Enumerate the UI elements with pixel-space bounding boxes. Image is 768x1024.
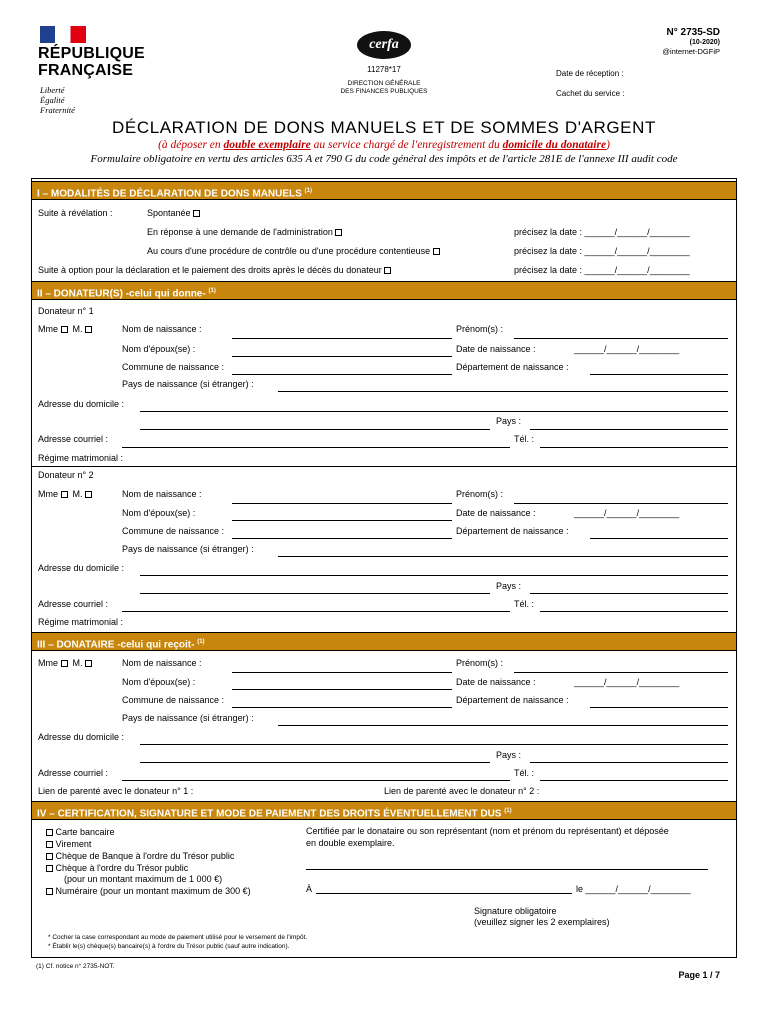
- d1-prenoms-field[interactable]: [514, 338, 728, 339]
- certification-line-1: Certifiée par le donataire ou son représentant (nom et prénom du représentant) et déposée: [306, 826, 669, 836]
- representant-field[interactable]: [306, 869, 708, 870]
- dt-pays-field[interactable]: [530, 762, 728, 763]
- donateur-2-civilite[interactable]: [38, 489, 92, 499]
- d2-departement-field[interactable]: [590, 538, 728, 539]
- mme-checkbox[interactable]: [61, 326, 68, 333]
- lieu-field[interactable]: [316, 893, 572, 894]
- dt-commune-field[interactable]: [232, 707, 452, 708]
- lien-donateur-1-label: Lien de parenté avec le donateur n° 1 :: [38, 786, 194, 796]
- dt-prenoms-label: Prénom(s) :: [456, 658, 504, 668]
- dt-departement-label: Département de naissance :: [456, 695, 569, 705]
- m-label: M.: [72, 489, 83, 499]
- date-signature-field[interactable]: le ______/______/________: [576, 884, 691, 894]
- d1-departement-field[interactable]: [590, 374, 728, 375]
- spontanee-option[interactable]: [147, 208, 200, 218]
- d1-adresse-field-1[interactable]: [140, 411, 728, 412]
- republic-motto: [40, 85, 75, 115]
- option-deces-date[interactable]: précisez la date : ______/______/________: [514, 265, 690, 275]
- dt-adresse-label: Adresse du domicile :: [38, 732, 125, 742]
- donataire-civilite[interactable]: [38, 658, 92, 668]
- date-reception-label: Date de réception :: [556, 69, 624, 78]
- form-version: (10-2020): [689, 39, 720, 46]
- donateur-1-label: Donateur n° 1: [38, 306, 94, 316]
- section-1-note: (1): [304, 188, 312, 194]
- cheque-checkbox[interactable]: [46, 865, 53, 872]
- section-2-header: [32, 281, 736, 300]
- d2-date-naissance-field[interactable]: ______/______/________: [574, 508, 680, 518]
- cachet-service-label: Cachet du service :: [556, 89, 625, 98]
- cerfa-logo: cerfa: [357, 31, 411, 59]
- d2-date-naissance-label: Date de naissance :: [456, 508, 536, 518]
- d2-adresse-field-2[interactable]: [140, 593, 490, 594]
- dt-departement-field[interactable]: [590, 707, 728, 708]
- dt-prenoms-field[interactable]: [514, 672, 728, 673]
- section-4-note: (1): [504, 808, 512, 814]
- procedure-label: Au cours d'une procédure de contrôle ou d'une procédure contentieuse: [147, 246, 431, 256]
- lien-donateur-2-label: Lien de parenté avec le donateur n° 2 :: [384, 786, 540, 796]
- signature-note: (veuillez signer les 2 exemplaires): [474, 917, 610, 927]
- dgfip-line-1: DIRECTION GÉNÉRALE: [347, 80, 421, 87]
- payment-numeraire[interactable]: [46, 886, 251, 896]
- deposit-instruction: [0, 139, 768, 151]
- footnote-1: * Cocher la case correspondant au mode de paiement utilisé pour le versement de l'impôt.: [48, 934, 308, 941]
- motto-liberte: Liberté: [40, 85, 65, 95]
- donateur-1-civilite[interactable]: [38, 324, 92, 334]
- dt-pays-naissance-field[interactable]: [278, 725, 728, 726]
- payment-virement[interactable]: [46, 839, 91, 849]
- d2-adresse-field-1[interactable]: [140, 575, 728, 576]
- d1-pays-field[interactable]: [530, 429, 728, 430]
- motto-egalite: Égalité: [40, 95, 65, 105]
- procedure-checkbox[interactable]: [433, 248, 440, 255]
- internet-dgfip: @internet-DGFiP: [662, 47, 720, 56]
- reponse-option[interactable]: [147, 227, 342, 237]
- m-label: M.: [72, 658, 83, 668]
- d2-courriel-field[interactable]: [122, 611, 510, 612]
- dt-commune-label: Commune de naissance :: [122, 695, 225, 705]
- form-number: N° 2735-SD: [666, 27, 720, 38]
- option-deces[interactable]: [38, 265, 391, 275]
- d2-nom-epoux-label: Nom d'époux(se) :: [122, 508, 196, 518]
- cheque-banque-label: Chèque de Banque à l'ordre du Trésor public: [55, 851, 235, 861]
- section-3-header: [32, 632, 736, 651]
- deposit-text-a: (à déposer en: [158, 139, 224, 151]
- payment-carte[interactable]: [46, 827, 115, 837]
- d2-prenoms-label: Prénom(s) :: [456, 489, 504, 499]
- d1-date-naissance-label: Date de naissance :: [456, 344, 536, 354]
- option-deces-label: Suite à option pour la déclaration et le paiement des droits après le décès du donateur: [38, 265, 382, 275]
- dt-pays-label: Pays :: [496, 750, 522, 760]
- d2-tel-field[interactable]: [540, 611, 728, 612]
- d1-adresse-label: Adresse du domicile :: [38, 399, 125, 409]
- procedure-option[interactable]: [147, 246, 440, 256]
- mme-label: Mme: [38, 658, 58, 668]
- cheque-label: Chèque à l'ordre du Trésor public: [55, 863, 189, 873]
- d1-pays-naissance-label: Pays de naissance (si étranger) :: [122, 379, 254, 389]
- a-label: À: [306, 884, 313, 894]
- d1-nom-naissance-field[interactable]: [232, 338, 452, 339]
- m-checkbox[interactable]: [85, 660, 92, 667]
- d1-pays-naissance-field[interactable]: [278, 391, 728, 392]
- motto-fraternite: Fraternité: [40, 105, 75, 115]
- d1-commune-label: Commune de naissance :: [122, 362, 225, 372]
- marianne-flag-logo: [40, 26, 86, 43]
- dt-nom-naissance-field[interactable]: [232, 672, 452, 673]
- deposit-text-b: double exemplaire: [223, 139, 311, 151]
- reponse-date[interactable]: précisez la date : ______/______/________: [514, 227, 690, 237]
- d2-tel-label: Tél. :: [514, 599, 535, 609]
- reponse-label: En réponse à une demande de l'administration: [147, 227, 333, 237]
- d2-nom-epoux-field[interactable]: [232, 520, 452, 521]
- mme-checkbox[interactable]: [61, 660, 68, 667]
- dt-date-naissance-label: Date de naissance :: [456, 677, 536, 687]
- dt-courriel-field[interactable]: [122, 780, 510, 781]
- section-3-title: III – DONATAIRE -celui qui reçoit-: [37, 639, 195, 651]
- dt-nom-naissance-label: Nom de naissance :: [122, 658, 202, 668]
- section-1-title: I – MODALITÉS DE DÉCLARATION DE DONS MANUELS: [37, 188, 302, 200]
- d2-commune-label: Commune de naissance :: [122, 526, 225, 536]
- deposit-text-e: ): [606, 139, 610, 151]
- d1-prenoms-label: Prénom(s) :: [456, 324, 504, 334]
- d1-courriel-field[interactable]: [122, 447, 510, 448]
- donateur-2-label: Donateur n° 2: [38, 470, 94, 480]
- signature-label: Signature obligatoire: [474, 906, 557, 916]
- d1-regime-label: Régime matrimonial :: [38, 453, 124, 463]
- dt-adresse-field-1[interactable]: [140, 744, 728, 745]
- d1-date-naissance-field[interactable]: ______/______/________: [574, 344, 680, 354]
- republique-francaise-logo: [38, 45, 145, 79]
- d1-nom-epoux-label: Nom d'époux(se) :: [122, 344, 196, 354]
- numeraire-checkbox[interactable]: [46, 888, 53, 895]
- d2-regime-label: Régime matrimonial :: [38, 617, 124, 627]
- m-checkbox[interactable]: [85, 326, 92, 333]
- francaise-text: FRANÇAISE: [38, 62, 134, 79]
- d1-tel-field[interactable]: [540, 447, 728, 448]
- d2-adresse-label: Adresse du domicile :: [38, 563, 125, 573]
- dt-tel-field[interactable]: [540, 780, 728, 781]
- section-2-title: II – DONATEUR(S) -celui qui donne-: [37, 288, 206, 300]
- dt-date-naissance-field[interactable]: ______/______/________: [574, 677, 680, 687]
- d1-departement-label: Département de naissance :: [456, 362, 569, 372]
- d2-pays-naissance-label: Pays de naissance (si étranger) :: [122, 544, 254, 554]
- donateur-divider: [32, 466, 736, 467]
- numeraire-label: Numéraire (pour un montant maximum de 300 €): [55, 886, 251, 896]
- notice-reference: (1) Cf. notice n° 2735-NOT.: [36, 963, 115, 970]
- dt-nom-epoux-field[interactable]: [232, 689, 452, 690]
- dt-nom-epoux-label: Nom d'époux(se) :: [122, 677, 196, 687]
- cheque-note: (pour un montant maximum de 1 000 €): [64, 874, 223, 884]
- cerfa-number: 11278*17: [367, 65, 401, 74]
- payment-cheque[interactable]: [46, 863, 188, 873]
- dt-adresse-field-2[interactable]: [140, 762, 490, 763]
- republique-text: RÉPUBLIQUE: [38, 45, 145, 62]
- d2-pays-label: Pays :: [496, 581, 522, 591]
- dt-pays-naissance-label: Pays de naissance (si étranger) :: [122, 713, 254, 723]
- dgfip-label: [318, 80, 450, 96]
- section-4-header: [32, 801, 736, 820]
- dt-tel-label: Tél. :: [514, 768, 535, 778]
- deposit-text-d: domicile du donataire: [502, 139, 607, 151]
- mme-label: Mme: [38, 324, 58, 334]
- spontanee-label: Spontanée: [147, 208, 191, 218]
- d1-pays-label: Pays :: [496, 416, 522, 426]
- d1-nom-epoux-field[interactable]: [232, 356, 452, 357]
- d2-nom-naissance-field[interactable]: [232, 503, 452, 504]
- virement-checkbox[interactable]: [46, 841, 53, 848]
- d2-commune-field[interactable]: [232, 538, 452, 539]
- mme-label: Mme: [38, 489, 58, 499]
- section-3-note: (1): [197, 639, 205, 645]
- d2-prenoms-field[interactable]: [514, 503, 728, 504]
- carte-label: Carte bancaire: [55, 827, 115, 837]
- section-1-header: [32, 181, 736, 200]
- option-deces-checkbox[interactable]: [384, 267, 391, 274]
- page-title: DÉCLARATION DE DONS MANUELS ET DE SOMMES D'ARGENT: [112, 118, 656, 137]
- m-label: M.: [72, 324, 83, 334]
- section-4-title: IV – CERTIFICATION, SIGNATURE ET MODE DE PAIEMENT DES DROITS ÉVENTUELLEMENT DUS: [37, 808, 502, 820]
- dgfip-line-2: DES FINANCES PUBLIQUES: [340, 88, 428, 95]
- d2-departement-label: Département de naissance :: [456, 526, 569, 536]
- d2-pays-field[interactable]: [530, 593, 728, 594]
- d1-nom-naissance-label: Nom de naissance :: [122, 324, 202, 334]
- legal-reference: Formulaire obligatoire en vertu des articles 635 A et 790 G du code général des impôts et de l'article 281E de l'annexe III audit code: [90, 153, 678, 165]
- carte-checkbox[interactable]: [46, 829, 53, 836]
- footnote-2: * Établir le(s) chèque(s) bancaire(s) à l'ordre du Trésor public (sauf autre indication).: [48, 943, 290, 950]
- certification-line-2: en double exemplaire.: [306, 838, 395, 848]
- page-number: Page 1 / 7: [678, 970, 720, 980]
- spontanee-checkbox[interactable]: [193, 210, 200, 217]
- cheque-banque-checkbox[interactable]: [46, 853, 53, 860]
- procedure-date[interactable]: précisez la date : ______/______/________: [514, 246, 690, 256]
- d1-courriel-label: Adresse courriel :: [38, 434, 109, 444]
- reponse-checkbox[interactable]: [335, 229, 342, 236]
- d1-commune-field[interactable]: [232, 374, 452, 375]
- mme-checkbox[interactable]: [61, 491, 68, 498]
- payment-cheque-banque[interactable]: [46, 851, 234, 861]
- d1-tel-label: Tél. :: [514, 434, 535, 444]
- suite-revelation-label: Suite à révélation :: [38, 208, 113, 218]
- virement-label: Virement: [55, 839, 92, 849]
- m-checkbox[interactable]: [85, 491, 92, 498]
- dt-courriel-label: Adresse courriel :: [38, 768, 109, 778]
- d1-adresse-field-2[interactable]: [140, 429, 490, 430]
- deposit-text-c: au service chargé de l'enregistrement du: [310, 139, 503, 151]
- d2-nom-naissance-label: Nom de naissance :: [122, 489, 202, 499]
- section-2-note: (1): [208, 288, 216, 294]
- d2-pays-naissance-field[interactable]: [278, 556, 728, 557]
- d2-courriel-label: Adresse courriel :: [38, 599, 109, 609]
